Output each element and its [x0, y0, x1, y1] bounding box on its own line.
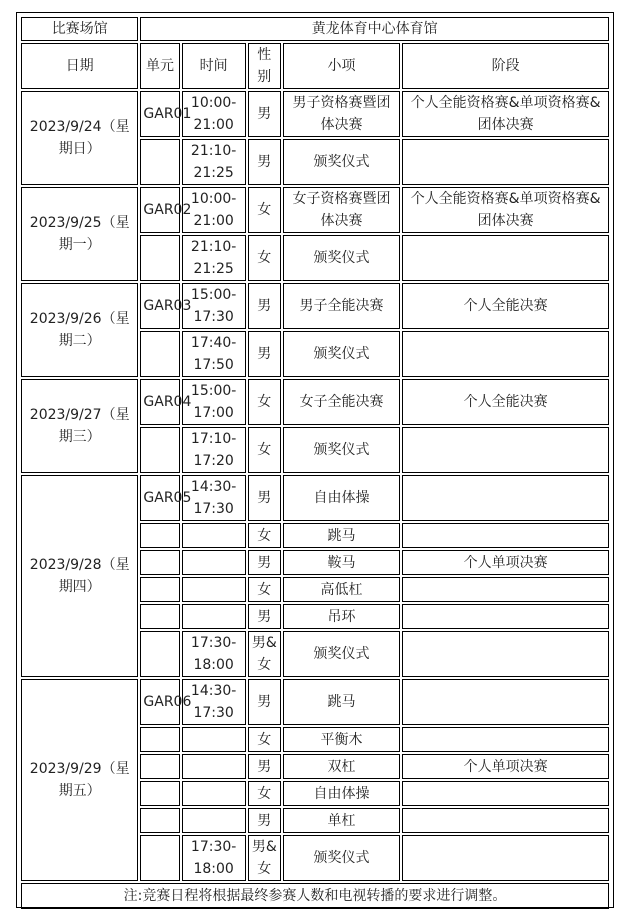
gender-cell: 男: [248, 754, 281, 779]
stage-cell: 个人全能资格赛&单项资格赛&团体决赛: [402, 91, 609, 137]
gender-cell: 女: [248, 781, 281, 806]
time-cell: 17:10-17:20: [182, 427, 246, 473]
schedule-table: [19, 15, 611, 911]
schedule-row: [21, 91, 609, 137]
header-event: 小项: [283, 43, 400, 89]
unit-cell: [140, 604, 179, 629]
schedule-row: [21, 283, 609, 329]
stage-cell: [402, 139, 609, 185]
unit-cell: [140, 754, 179, 779]
gender-cell: 女: [248, 379, 281, 425]
time-cell: [182, 604, 246, 629]
date-cell: 2023/9/26（星期二）: [21, 283, 138, 377]
event-cell: 高低杠: [283, 577, 400, 602]
schedule-row: [21, 379, 609, 425]
stage-cell: 个人单项决赛: [402, 754, 609, 779]
unit-cell: GAR01: [140, 91, 179, 137]
event-cell: 颁奖仪式: [283, 631, 400, 677]
time-cell: 21:10-21:25: [182, 139, 246, 185]
header-time: 时间: [182, 43, 246, 89]
stage-cell: [402, 604, 609, 629]
stage-cell: [402, 835, 609, 881]
time-cell: [182, 754, 246, 779]
unit-cell: GAR03: [140, 283, 179, 329]
gender-cell: 女: [248, 187, 281, 233]
note-row: [21, 883, 609, 909]
stage-cell: [402, 331, 609, 377]
gender-cell: 男: [248, 331, 281, 377]
time-cell: [182, 523, 246, 548]
event-cell: 鞍马: [283, 550, 400, 575]
time-cell: [182, 550, 246, 575]
venue-label: 比赛场馆: [21, 17, 138, 41]
event-cell: 男子全能决赛: [283, 283, 400, 329]
schedule-row: [21, 679, 609, 725]
gender-cell: 男&女: [248, 835, 281, 881]
event-cell: 颁奖仪式: [283, 835, 400, 881]
time-cell: [182, 727, 246, 752]
event-cell: 单杠: [283, 808, 400, 833]
stage-cell: 个人单项决赛: [402, 550, 609, 575]
event-cell: 跳马: [283, 523, 400, 548]
unit-cell: [140, 808, 179, 833]
schedule-note: 注:竞赛日程将根据最终参赛人数和电视转播的要求进行调整。: [21, 883, 609, 909]
stage-cell: [402, 679, 609, 725]
time-cell: 10:00-21:00: [182, 187, 246, 233]
stage-cell: [402, 427, 609, 473]
gender-cell: 女: [248, 577, 281, 602]
unit-cell: [140, 523, 179, 548]
date-cell: 2023/9/24（星期日）: [21, 91, 138, 185]
unit-cell: [140, 235, 179, 281]
time-cell: [182, 808, 246, 833]
event-cell: 颁奖仪式: [283, 331, 400, 377]
date-cell: 2023/9/27（星期三）: [21, 379, 138, 473]
time-cell: 17:40-17:50: [182, 331, 246, 377]
time-cell: 21:10-21:25: [182, 235, 246, 281]
gender-cell: 男&女: [248, 631, 281, 677]
event-cell: 双杠: [283, 754, 400, 779]
event-cell: 自由体操: [283, 475, 400, 521]
header-gender: 性别: [248, 43, 281, 89]
gender-cell: 女: [248, 727, 281, 752]
stage-cell: [402, 727, 609, 752]
time-cell: 17:30-18:00: [182, 835, 246, 881]
header-row: [21, 43, 609, 89]
stage-cell: 个人全能决赛: [402, 379, 609, 425]
gender-cell: 女: [248, 523, 281, 548]
time-cell: 14:30-17:30: [182, 475, 246, 521]
time-cell: 15:00-17:00: [182, 379, 246, 425]
stage-cell: [402, 235, 609, 281]
gender-cell: 男: [248, 679, 281, 725]
event-cell: 吊环: [283, 604, 400, 629]
gender-cell: 男: [248, 91, 281, 137]
stage-cell: [402, 577, 609, 602]
gender-cell: 男: [248, 604, 281, 629]
schedule-row: [21, 187, 609, 233]
unit-cell: [140, 331, 179, 377]
gender-cell: 男: [248, 139, 281, 185]
stage-cell: [402, 808, 609, 833]
event-cell: 跳马: [283, 679, 400, 725]
time-cell: 10:00-21:00: [182, 91, 246, 137]
gender-cell: 男: [248, 475, 281, 521]
stage-cell: [402, 781, 609, 806]
unit-cell: [140, 139, 179, 185]
event-cell: 颁奖仪式: [283, 427, 400, 473]
stage-cell: 个人全能决赛: [402, 283, 609, 329]
event-cell: 女子资格赛暨团体决赛: [283, 187, 400, 233]
schedule-row: [21, 475, 609, 521]
gender-cell: 女: [248, 235, 281, 281]
schedule-frame: [16, 12, 614, 908]
event-cell: 颁奖仪式: [283, 139, 400, 185]
time-cell: 14:30-17:30: [182, 679, 246, 725]
unit-cell: GAR06: [140, 679, 179, 725]
event-cell: 平衡木: [283, 727, 400, 752]
event-cell: 女子全能决赛: [283, 379, 400, 425]
unit-cell: [140, 550, 179, 575]
time-cell: [182, 781, 246, 806]
venue-row: [21, 17, 609, 41]
date-cell: 2023/9/29（星期五）: [21, 679, 138, 881]
stage-cell: [402, 631, 609, 677]
date-cell: 2023/9/28（星期四）: [21, 475, 138, 677]
event-cell: 颁奖仪式: [283, 235, 400, 281]
header-unit: 单元: [140, 43, 179, 89]
unit-cell: [140, 781, 179, 806]
unit-cell: [140, 835, 179, 881]
gender-cell: 女: [248, 427, 281, 473]
time-cell: 15:00-17:30: [182, 283, 246, 329]
header-date: 日期: [21, 43, 138, 89]
date-cell: 2023/9/25（星期一）: [21, 187, 138, 281]
stage-cell: 个人全能资格赛&单项资格赛&团体决赛: [402, 187, 609, 233]
gender-cell: 男: [248, 283, 281, 329]
unit-cell: [140, 727, 179, 752]
stage-cell: [402, 475, 609, 521]
unit-cell: [140, 631, 179, 677]
unit-cell: [140, 427, 179, 473]
stage-cell: [402, 523, 609, 548]
header-stage: 阶段: [402, 43, 609, 89]
unit-cell: [140, 577, 179, 602]
unit-cell: GAR02: [140, 187, 179, 233]
time-cell: 17:30-18:00: [182, 631, 246, 677]
unit-cell: GAR05: [140, 475, 179, 521]
time-cell: [182, 577, 246, 602]
unit-cell: GAR04: [140, 379, 179, 425]
gender-cell: 男: [248, 808, 281, 833]
gender-cell: 男: [248, 550, 281, 575]
event-cell: 自由体操: [283, 781, 400, 806]
event-cell: 男子资格赛暨团体决赛: [283, 91, 400, 137]
venue-name: 黄龙体育中心体育馆: [140, 17, 609, 41]
